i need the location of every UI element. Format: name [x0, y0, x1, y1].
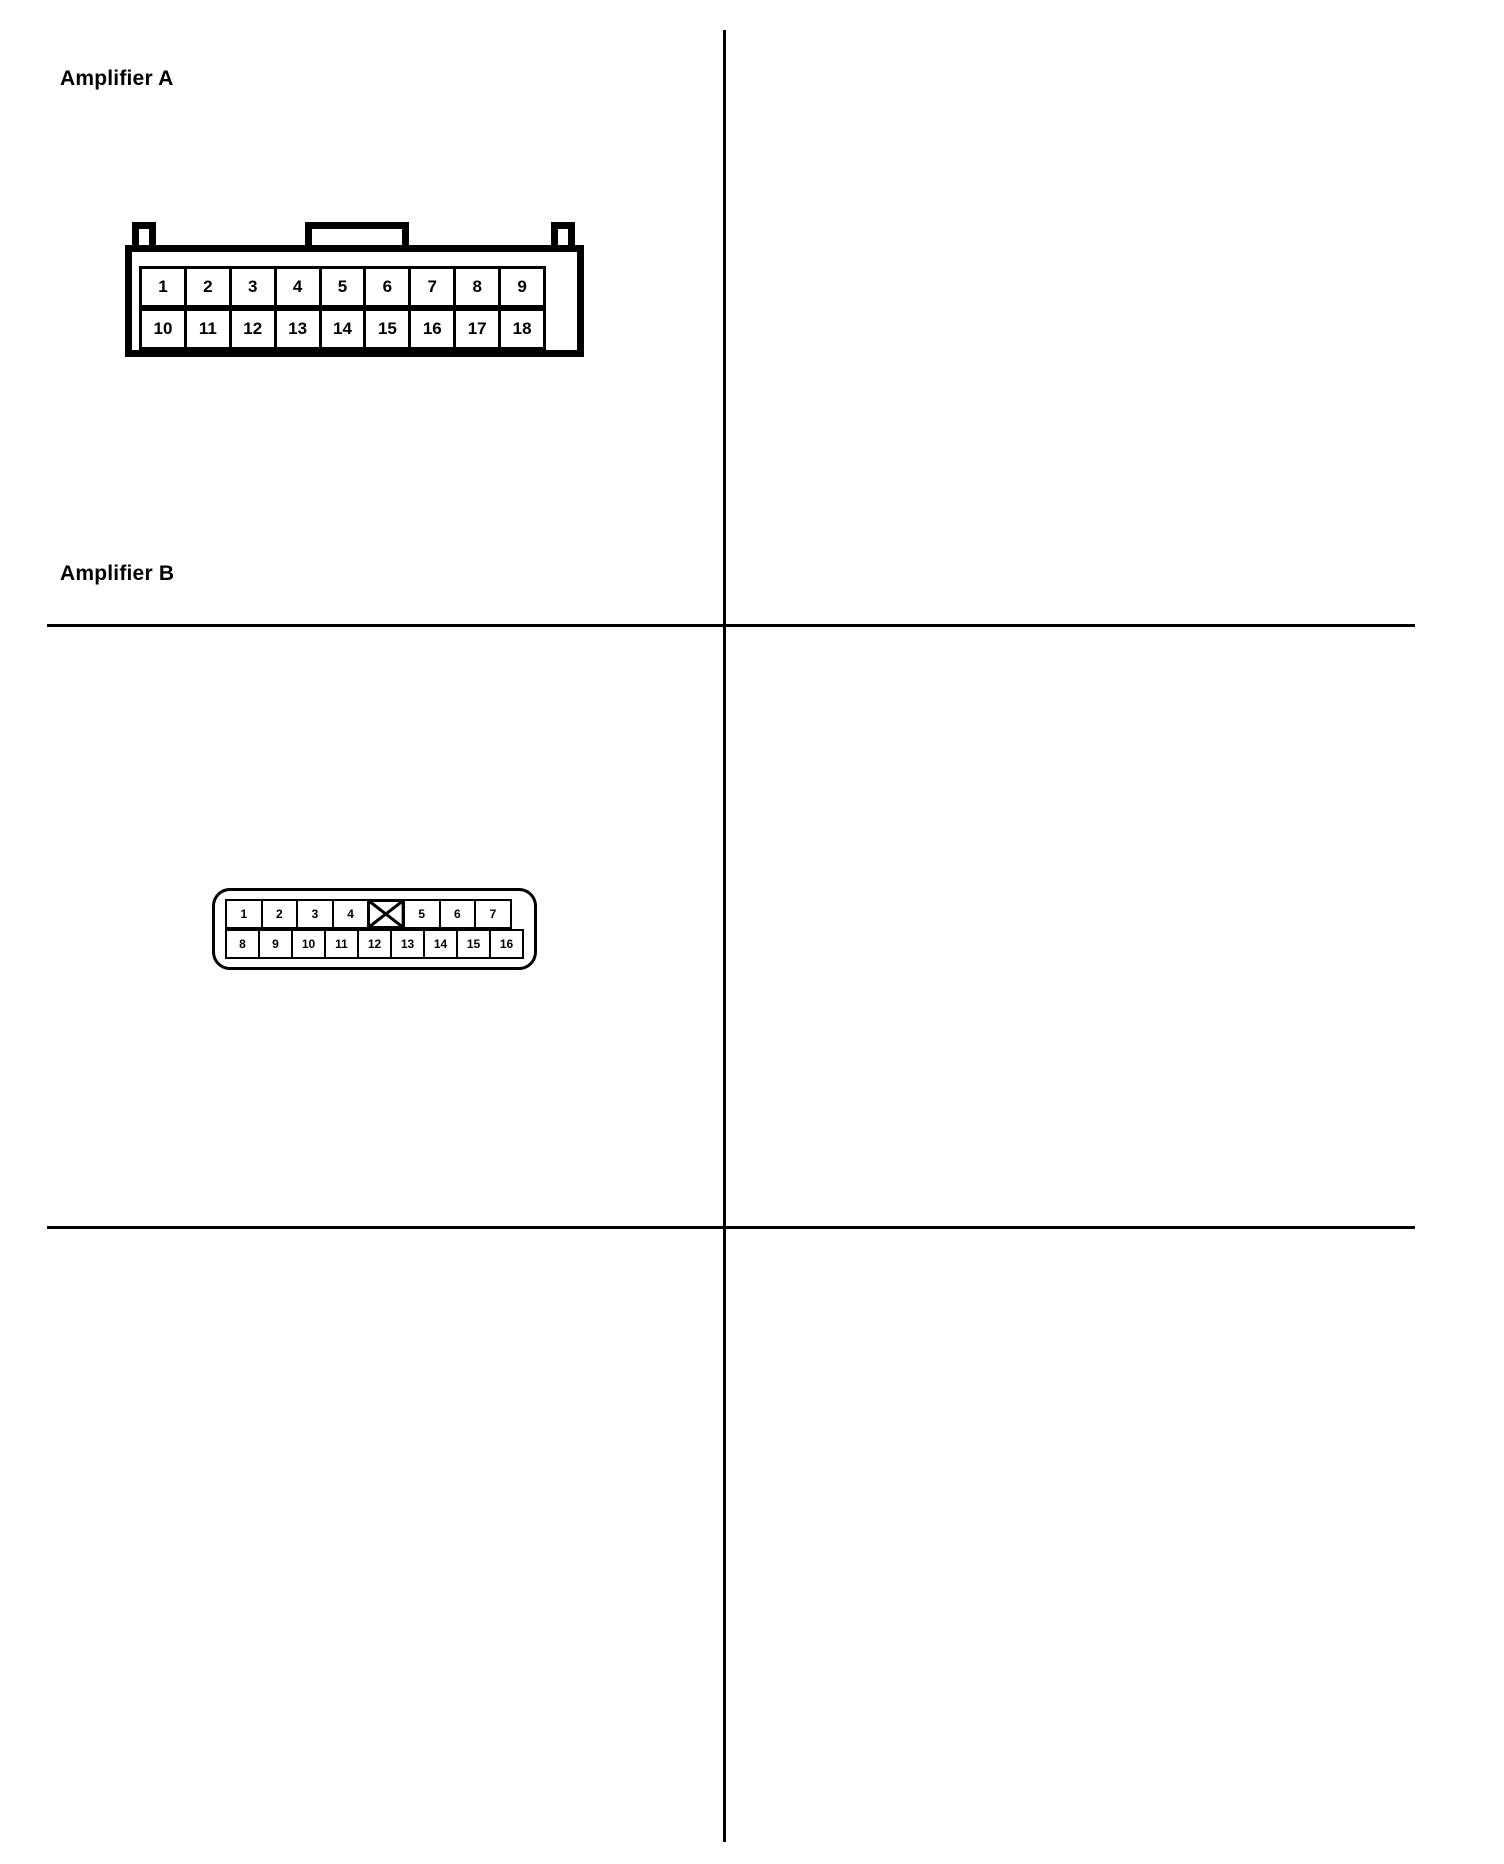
- pin-cell: 11: [324, 929, 359, 959]
- pin-cell: 15: [456, 929, 491, 959]
- pin-cell: 9: [498, 266, 546, 308]
- vertical-divider: [723, 30, 726, 1842]
- pin-cell: 7: [474, 899, 512, 929]
- horizontal-divider-1: [47, 624, 1415, 627]
- pin-cell: 13: [390, 929, 425, 959]
- pin-cell: 10: [139, 308, 187, 350]
- horizontal-divider-2: [47, 1226, 1415, 1229]
- connector-a-pin-row-top: [139, 266, 570, 308]
- section-title-amplifier-a: Amplifier A: [60, 67, 174, 90]
- pin-cell: 5: [403, 899, 441, 929]
- pin-cell: 13: [274, 308, 322, 350]
- section-title-amplifier-b: Amplifier B: [60, 562, 175, 585]
- pin-cell: 9: [258, 929, 293, 959]
- pin-cell: 8: [453, 266, 501, 308]
- connector-b-pin-grid: [225, 899, 522, 959]
- pin-cell: 16: [489, 929, 524, 959]
- connector-b-pin-row-top: [225, 899, 522, 929]
- pin-cell: 8: [225, 929, 260, 959]
- blocked-cavity-cell: [367, 899, 405, 929]
- amplifier-a-connector: [125, 222, 590, 367]
- pin-cell: 3: [229, 266, 277, 308]
- pin-cell: 16: [408, 308, 456, 350]
- connector-a-pin-row-bottom: [139, 308, 570, 350]
- pin-cell: 4: [332, 899, 370, 929]
- pin-cell: 15: [363, 308, 411, 350]
- pin-cell: 6: [363, 266, 411, 308]
- pin-cell: 5: [319, 266, 367, 308]
- pin-cell: 11: [184, 308, 232, 350]
- pin-cell: 14: [423, 929, 458, 959]
- pin-cell: 6: [439, 899, 477, 929]
- pin-cell: 4: [274, 266, 322, 308]
- connector-a-pin-grid: [139, 266, 570, 350]
- pin-cell: 7: [408, 266, 456, 308]
- pin-cell: 18: [498, 308, 546, 350]
- pin-cell: 1: [139, 266, 187, 308]
- pin-cell: 1: [225, 899, 263, 929]
- pin-cell: 12: [357, 929, 392, 959]
- pin-cell: 17: [453, 308, 501, 350]
- pin-cell: 10: [291, 929, 326, 959]
- pin-cell: 2: [261, 899, 299, 929]
- amplifier-b-connector: [212, 888, 537, 970]
- connector-b-pin-row-bottom: [225, 929, 522, 959]
- crossed-cavity-icon: [367, 899, 405, 929]
- pin-cell: 3: [296, 899, 334, 929]
- pin-cell: 14: [319, 308, 367, 350]
- pin-cell: 12: [229, 308, 277, 350]
- pin-cell: 2: [184, 266, 232, 308]
